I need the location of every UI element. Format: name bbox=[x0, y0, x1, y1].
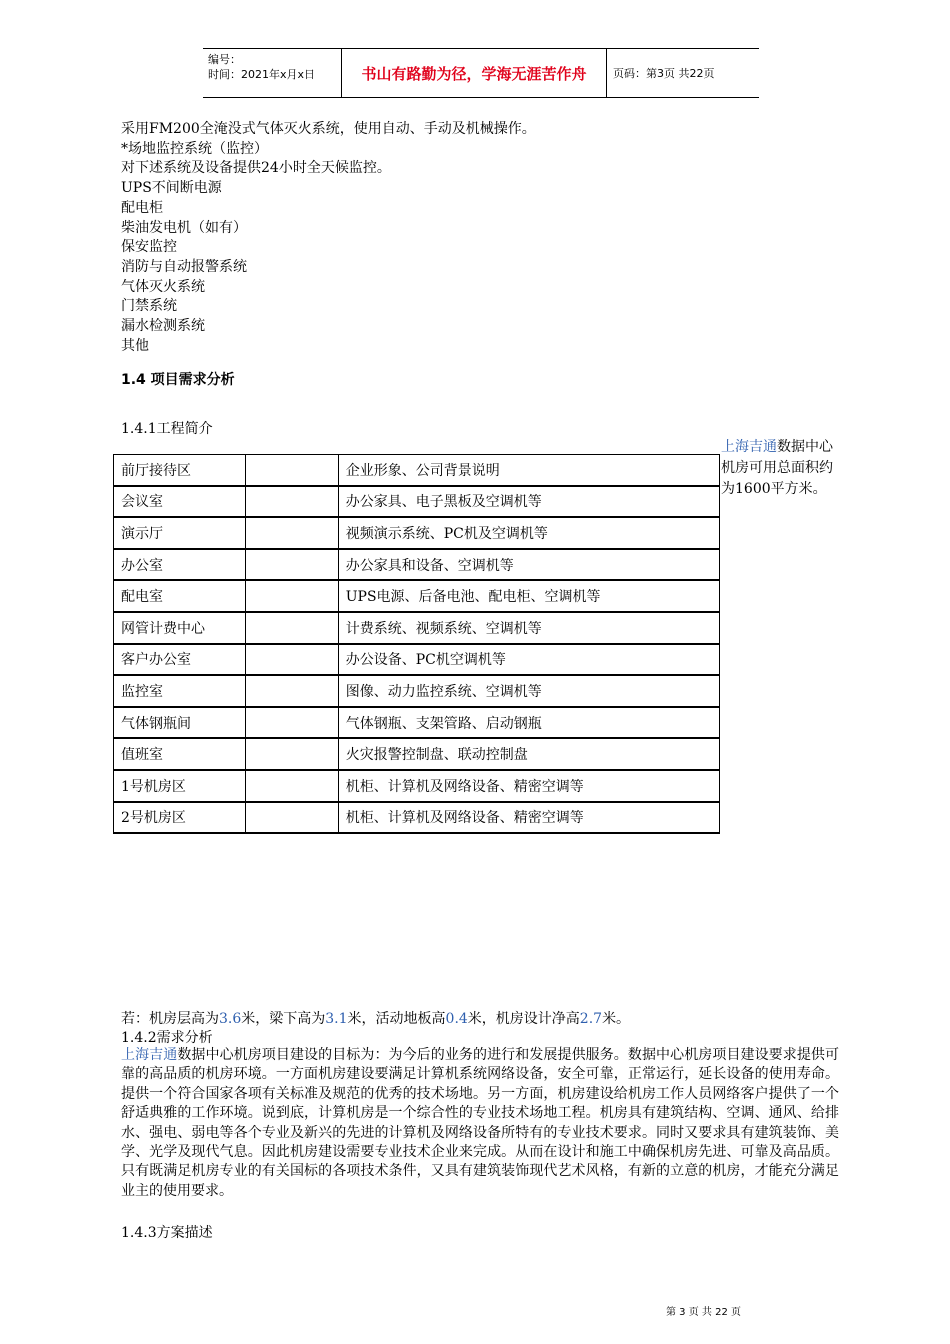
table-row bbox=[114, 549, 720, 581]
subsection-title: 1.4.3方案描述 bbox=[121, 1225, 213, 1241]
room-name: 配电室 bbox=[114, 580, 246, 612]
height-value: 2.7 bbox=[579, 1011, 603, 1027]
area-note bbox=[721, 437, 843, 500]
room-desc: 气体钢瓶、支架管路、启动钢瓶 bbox=[338, 707, 719, 739]
table-row bbox=[114, 612, 720, 644]
doc-time-label: 时间：2021年x月x日 bbox=[208, 68, 316, 81]
empty-cell bbox=[246, 644, 338, 676]
empty-cell bbox=[246, 486, 338, 518]
room-name: 2号机房区 bbox=[114, 802, 246, 834]
list-item: 采用FM200全淹没式气体灭火系统，使用自动、手动及机械操作。 bbox=[121, 121, 536, 137]
empty-cell bbox=[246, 675, 338, 707]
room-name: 会议室 bbox=[114, 486, 246, 518]
table-row bbox=[114, 738, 720, 770]
empty-cell bbox=[246, 455, 338, 486]
subsection-title: 1.4.2需求分析 bbox=[121, 1030, 213, 1046]
room-desc: 机柜、计算机及网络设备、精密空调等 bbox=[338, 802, 719, 834]
room-desc: 办公家具和设备、空调机等 bbox=[338, 549, 719, 581]
list-item: 配电柜 bbox=[121, 199, 163, 216]
table-row bbox=[114, 707, 720, 739]
room-desc: 视频演示系统、PC机及空调机等 bbox=[338, 517, 719, 549]
analysis-text: 数据中心机房项目建设的目标为：为今后的业务的进行和发展提供服务。数据中心机房项目建设要求提供可靠的高品质的机房环境。一方面机房建设要满足计算机系统网络设备，安全可靠，正常运行，延长设备的使用寿命。提供一个符合国家各项有关标准及规范的优秀的技术场地。另一方面，机房建设给机房工作人员网络客户提供了一个舒适典雅的工作环境。说到底，计算机房是一个综合性的专业技术场地工程。机房具有建筑结构、空调、通风、给排水、强电、弱电等各个专业及新兴的先进的计算机及网络设备所特有的专业技术要求。同时又要求具有建筑装饰、美学、光学及现代气息。因此机房建设需要专业技术企业来完成。从而在设计和施工中确保机房先进、可靠及高品质。只有既满足机房专业的有关国标的各项技术条件，又具有建筑装饰现代艺术风格，有新的立意的机房，才能充分满足业主的使用要求。 bbox=[121, 1047, 840, 1199]
header-motto: 书山有路勤为径，学海无涯苦作舟 bbox=[342, 49, 607, 97]
room-desc: 计费系统、视频系统、空调机等 bbox=[338, 612, 719, 644]
list-item: 消防与自动报警系统 bbox=[121, 258, 247, 275]
company-link: 上海吉通 bbox=[121, 1047, 178, 1063]
header-meta bbox=[203, 49, 342, 97]
room-desc: 图像、动力监控系统、空调机等 bbox=[338, 675, 719, 707]
list-item: UPS不间断电源 bbox=[121, 180, 222, 197]
room-table bbox=[113, 454, 720, 834]
empty-cell bbox=[246, 580, 338, 612]
room-desc: 企业形象、公司背景说明 bbox=[338, 455, 719, 486]
room-name: 监控室 bbox=[114, 675, 246, 707]
room-desc: 火灾报警控制盘、联动控制盘 bbox=[338, 738, 719, 770]
empty-cell bbox=[246, 707, 338, 739]
table-row bbox=[114, 455, 720, 486]
page-footer: 第 3 页 共 22 页 bbox=[666, 1307, 741, 1318]
height-text: 米，梁下高为 bbox=[241, 1011, 326, 1027]
list-item: *场地监控系统（监控） bbox=[121, 140, 268, 157]
room-desc: 办公设备、PC机空调机等 bbox=[338, 644, 719, 676]
height-line bbox=[121, 1008, 630, 1028]
room-desc: 办公家具、电子黑板及空调机等 bbox=[338, 486, 719, 518]
height-value: 0.4 bbox=[445, 1011, 468, 1027]
table-row bbox=[114, 644, 720, 676]
empty-cell bbox=[246, 612, 338, 644]
room-name: 前厅接待区 bbox=[114, 455, 246, 486]
table-row bbox=[114, 802, 720, 834]
empty-cell bbox=[246, 802, 338, 834]
page-header bbox=[203, 48, 759, 98]
analysis-paragraph bbox=[121, 1046, 839, 1201]
empty-cell bbox=[246, 549, 338, 581]
table-row bbox=[114, 675, 720, 707]
room-name: 气体钢瓶间 bbox=[114, 707, 246, 739]
section-heading: 1.4 项目需求分析 bbox=[121, 372, 235, 388]
list-item: 保安监控 bbox=[121, 239, 177, 256]
empty-cell bbox=[246, 517, 338, 549]
table-row bbox=[114, 770, 720, 802]
empty-cell bbox=[246, 738, 338, 770]
list-item: 其他 bbox=[121, 337, 149, 354]
room-desc: UPS电源、后备电池、配电柜、空调机等 bbox=[338, 580, 719, 612]
height-text: 若：机房层高为 bbox=[121, 1011, 219, 1027]
subsection-title: 1.4.1工程简介 bbox=[121, 421, 213, 437]
room-name: 办公室 bbox=[114, 549, 246, 581]
height-value: 3.6 bbox=[219, 1011, 242, 1027]
list-item: 漏水检测系统 bbox=[121, 318, 205, 335]
height-text: 米。 bbox=[602, 1011, 631, 1027]
height-text: 米，机房设计净高 bbox=[467, 1011, 580, 1027]
company-link: 上海吉通 bbox=[721, 439, 777, 455]
height-value: 3.1 bbox=[325, 1011, 348, 1027]
list-item: 对下述系统及设备提供24小时全天候监控。 bbox=[121, 160, 391, 177]
header-page-info: 页码：第3页 共22页 bbox=[613, 67, 715, 80]
table-row bbox=[114, 517, 720, 549]
table-row bbox=[114, 486, 720, 518]
list-item: 气体灭火系统 bbox=[121, 278, 205, 295]
list-item: 柴油发电机（如有） bbox=[121, 219, 247, 236]
room-name: 1号机房区 bbox=[114, 770, 246, 802]
doc-number-label: 编号： bbox=[208, 53, 241, 66]
empty-cell bbox=[246, 770, 338, 802]
room-name: 值班室 bbox=[114, 738, 246, 770]
area-note-text: 数据中心机房可用总面积约为1600平方米。 bbox=[721, 439, 833, 497]
height-text: 米，活动地板高 bbox=[347, 1011, 446, 1027]
room-desc: 机柜、计算机及网络设备、精密空调等 bbox=[338, 770, 719, 802]
list-item: 门禁系统 bbox=[121, 298, 177, 315]
room-name: 演示厅 bbox=[114, 517, 246, 549]
system-list bbox=[121, 120, 536, 356]
room-name: 客户办公室 bbox=[114, 644, 246, 676]
room-name: 网管计费中心 bbox=[114, 612, 246, 644]
table-row bbox=[114, 580, 720, 612]
